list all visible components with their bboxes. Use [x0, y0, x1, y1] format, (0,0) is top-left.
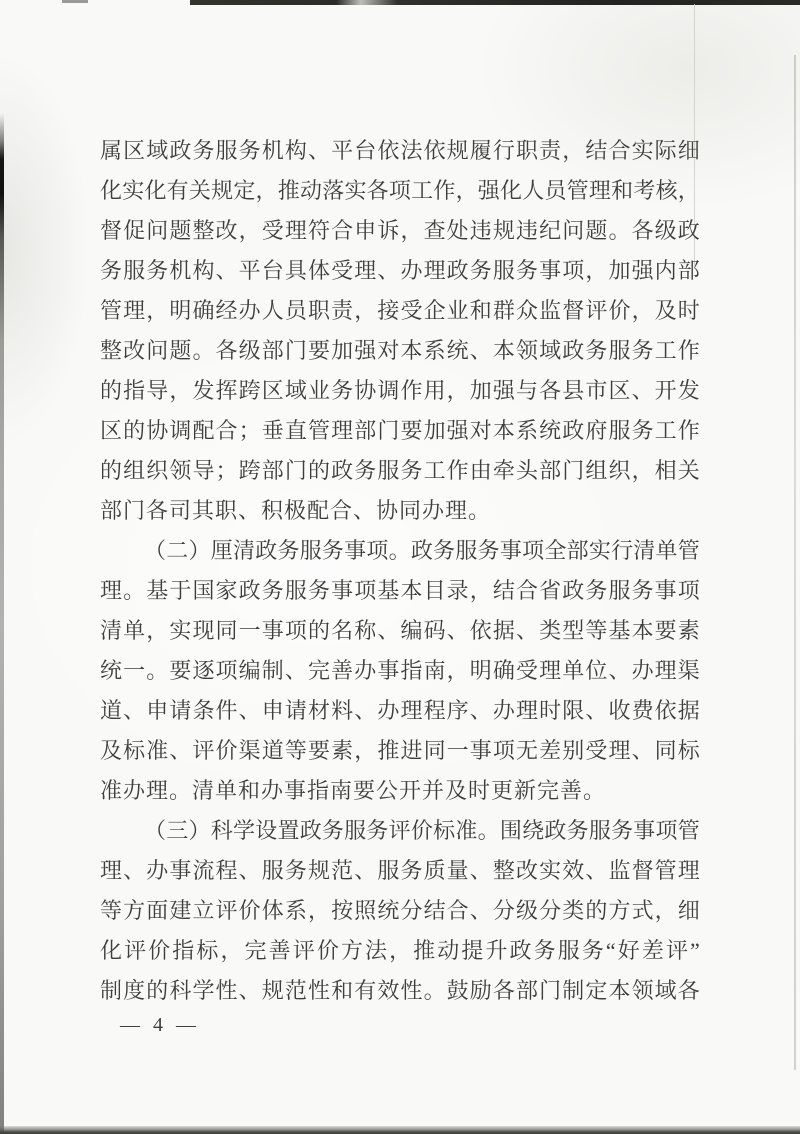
- text-line: 区的协调配合；垂直管理部门要加强对本系统政府服务工作: [100, 418, 700, 443]
- text-line: 化评价指标，完善评价方法，推动提升政务服务“好差评”: [100, 938, 700, 963]
- scan-edge-top: [190, 0, 800, 5]
- text-line: 部门各司其职、积极配合、协同办理。: [100, 498, 492, 523]
- text-line: 务服务机构、平台具体受理、办理政务服务事项，加强内部: [100, 258, 700, 283]
- scan-edge-left: [0, 0, 4, 1134]
- text-line: 清单，实现同一事项的名称、编码、依据、类型等基本要素: [100, 618, 700, 643]
- text-line: 理、办事流程、服务规范、服务质量、整改实效、监督管理: [100, 858, 700, 883]
- text-line: 属区域政务服务机构、平台依法依规履行职责，结合实际细: [100, 138, 700, 163]
- text-line: 的指导，发挥跨区域业务协调作用，加强与各县市区、开发: [100, 378, 700, 403]
- paragraph-2: [100, 531, 700, 811]
- text-line: （二）厘清政务服务事项。政务服务事项全部实行清单管: [144, 538, 700, 563]
- text-line: 理。基于国家政务服务事项基本目录，结合省政务服务事项: [100, 578, 700, 603]
- text-line: （三）科学设置政务服务评价标准。围绕政务服务事项管: [144, 818, 700, 843]
- text-line: 及标准、评价渠道等要素，推进同一事项无差别受理、同标: [100, 738, 700, 763]
- text-line: 的组织领导；跨部门的政务服务工作由牵头部门组织，相关: [100, 458, 700, 483]
- text-line: 督促问题整改，受理符合申诉，查处违规违纪问题。各级政: [100, 218, 700, 243]
- text-line: 准办理。清单和办事指南要公开并及时更新完善。: [100, 778, 607, 803]
- scan-edge-bottom: [0, 1126, 800, 1134]
- text-line: 道、申请条件、申请材料、办理程序、办理时限、收费依据: [100, 698, 700, 723]
- page-number: — 4 —: [120, 1014, 200, 1036]
- scan-edge-top-mark: [62, 0, 88, 3]
- text-line: 整改问题。各级部门要加强对本系统、本领域政务服务工作: [100, 338, 700, 363]
- text-line: 制度的科学性、规范性和有效性。鼓励各部门制定本领域各: [100, 978, 700, 1003]
- text-line: 管理，明确经办人员职责，接受企业和群众监督评价，及时: [100, 298, 700, 323]
- document-body: [100, 131, 700, 1011]
- text-line: 化实化有关规定，推动落实各项工作，强化人员管理和考核，: [100, 178, 700, 203]
- text-line: 等方面建立评价体系，按照统分结合、分级分类的方式，细: [100, 898, 700, 923]
- paragraph-1: [100, 131, 700, 531]
- paragraph-3: [100, 811, 700, 1011]
- paper-edge-line: [794, 55, 796, 1070]
- text-line: 统一。要逐项编制、完善办事指南，明确受理单位、办理渠: [100, 658, 700, 683]
